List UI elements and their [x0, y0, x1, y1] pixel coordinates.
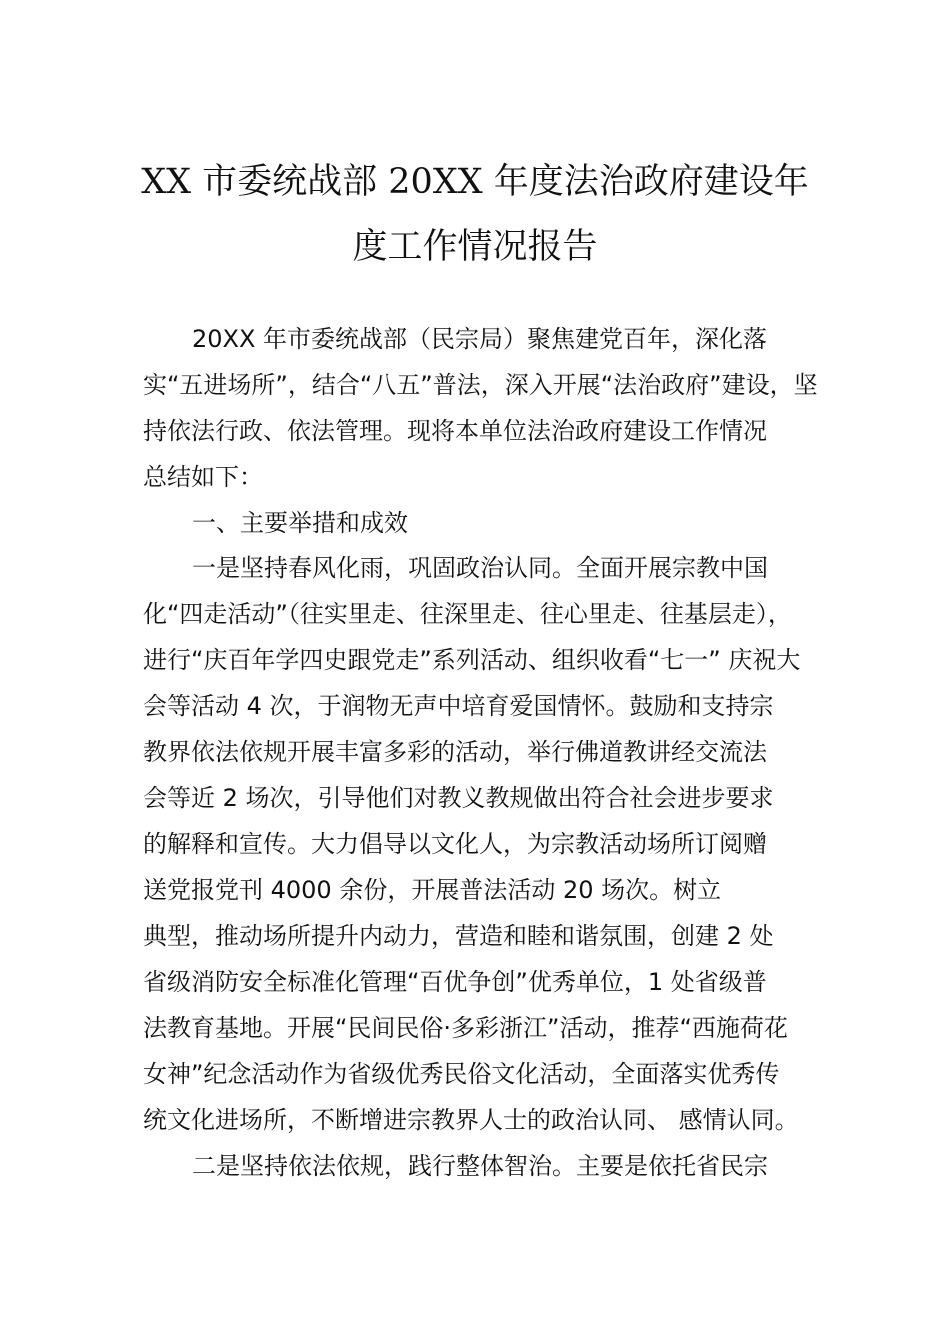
body-line: 20XX 年市委统战部（民宗局）聚焦建党百年，深化落 [192, 325, 768, 353]
body-line: 持依法行政、依法管理。现将本单位法治政府建设工作情况 [143, 417, 767, 445]
body-line: 送党报党刊 4000 余份，开展普法活动 20 场次。树立 [143, 876, 722, 904]
body-line: 女神”纪念活动作为省级优秀民俗文化活动，全面落实优秀传 [143, 1060, 780, 1088]
section-heading: 一、主要举措和成效 [192, 509, 408, 537]
body-line: 教界依法依规开展丰富多彩的活动，举行佛道教讲经交流法 [143, 738, 767, 766]
body-line: 二是坚持依法依规，践行整体智治。主要是依托省民宗 [192, 1152, 768, 1180]
body-line: 进行“庆百年学四史跟党走”系列活动、组织收看“七一” 庆祝大 [143, 646, 801, 674]
body-line: 省级消防安全标准化管理“百优争创”优秀单位，1 处省级普 [143, 968, 767, 996]
body-line: 统文化进场所，不断增进宗教界人士的政治认同、 感情认同。 [143, 1106, 799, 1134]
body-line: 的解释和宣传。大力倡导以文化人，为宗教活动场所订阅赠 [143, 830, 767, 858]
body-line: 会等近 2 场次，引导他们对教义教规做出符合社会进步要求 [143, 784, 774, 812]
body-line: 总结如下： [143, 463, 263, 491]
document-title-line-1: XX 市委统战部 20XX 年度法治政府建设年 [141, 162, 809, 202]
body-line: 一是坚持春风化雨，巩固政治认同。全面开展宗教中国 [192, 554, 768, 582]
body-line: 典型，推动场所提升内动力，营造和睦和谐氛围，创建 2 处 [143, 922, 774, 950]
body-line: 会等活动 4 次，于润物无声中培育爱国情怀。鼓励和支持宗 [143, 692, 774, 720]
body-line: 法教育基地。开展“民间民俗·多彩浙江”活动，推荐“西施荷花 [143, 1014, 788, 1042]
body-line: 实“五进场所”，结合“八五”普法，深入开展“法治政府”建设，坚 [143, 371, 818, 399]
document-title-line-2: 度工作情况报告 [352, 227, 598, 267]
body-line: 化“四走活动”（往实里走、往深里走、往心里走、往基层走）， [143, 600, 792, 628]
